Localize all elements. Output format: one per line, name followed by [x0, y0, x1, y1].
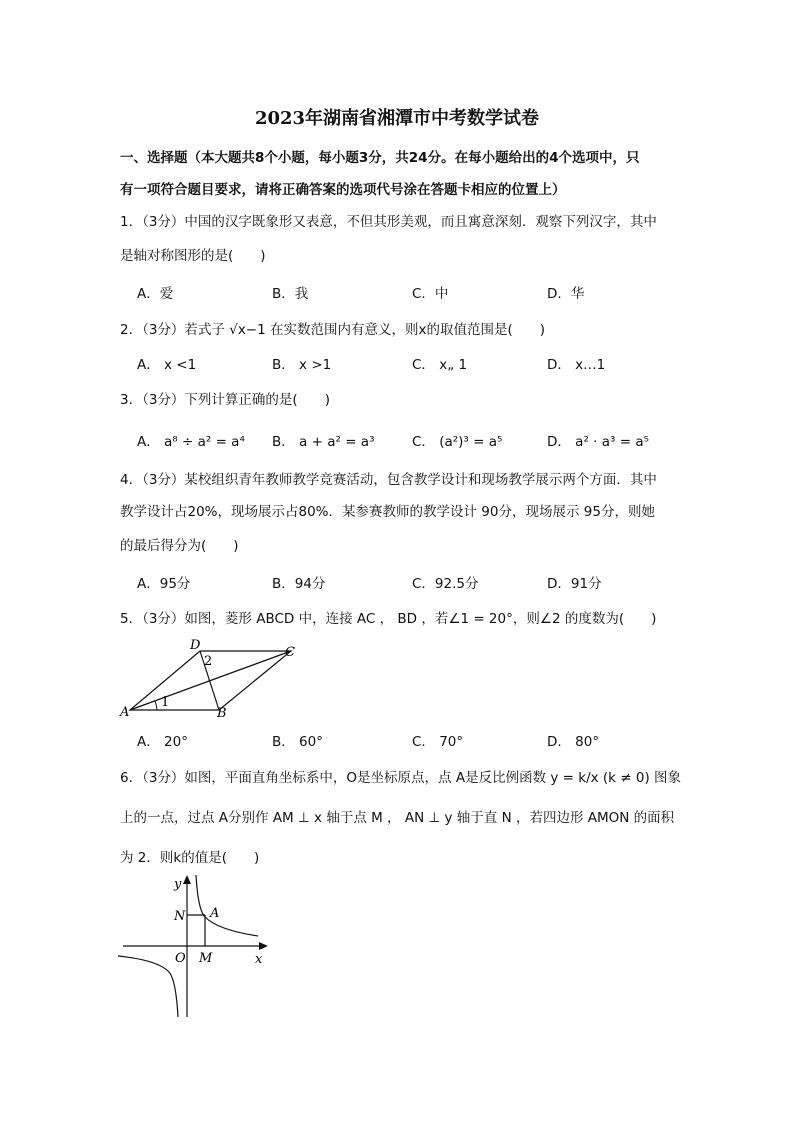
- question-1-text: 1．（3分）中国的汉字既象形又表意，不但其形美观，而且寓意深刻．观察下列汉字，其中: [120, 214, 657, 230]
- hyperbola-branch-lower: [118, 956, 178, 1017]
- exam-title: 2023年湖南省湘潭市中考数学试卷: [254, 108, 540, 129]
- question-2-text: 2．（3分）若式子 √x−1 在实数范围内有意义，则x的取值范围是( ): [120, 322, 546, 338]
- q5-option-c: C． 70°: [412, 734, 464, 750]
- angle-1-label: 1: [161, 695, 170, 710]
- y-axis-arrow: [183, 875, 191, 884]
- vertex-d-label: D: [190, 638, 201, 653]
- angle-2-label: 2: [204, 654, 213, 669]
- q3-option-a: A． a⁸ ÷ a² = a⁴: [137, 434, 245, 450]
- q2-option-d: D． x…1: [547, 357, 606, 373]
- q3-option-b: B． a + a² = a³: [272, 434, 375, 450]
- hyperbola-figure: [118, 872, 278, 1022]
- q1-option-b: B．我: [272, 286, 309, 302]
- q2-option-c: C． x„ 1: [412, 357, 468, 373]
- question-1-text-cont: 是轴对称图形的是( ): [120, 248, 266, 264]
- origin-label: O: [175, 951, 186, 966]
- question-5-text: 5．（3分）如图，菱形 ABCD 中，连接 AC ， BD ，若∠1 = 20°，则∠2 的度数为( ): [120, 611, 657, 627]
- x-axis-arrow: [259, 942, 268, 950]
- section-instructions-line2: 有一项符合题目要求，请将正确答案的选项代号涂在答题卡相应的位置上）: [120, 182, 566, 198]
- q4-option-d: D．91分: [547, 576, 602, 592]
- question-6-text-cont2: 为 2．则k的值是( ): [120, 850, 260, 866]
- rhombus-figure: [115, 636, 305, 721]
- question-4-text-cont2: 的最后得分为( ): [120, 538, 239, 554]
- q4-option-a: A．95分: [137, 576, 191, 592]
- q4-option-b: B．94分: [272, 576, 326, 592]
- vertex-b-label: B: [217, 706, 227, 721]
- question-6-text: 6．（3分）如图，平面直角坐标系中，O是坐标原点，点 A是反比例函数 y = k/x (k ≠ 0) 图象: [120, 770, 682, 786]
- q2-option-a: A． x <1: [137, 357, 197, 373]
- question-3-text: 3．（3分）下列计算正确的是( ): [120, 392, 330, 408]
- point-a-label: A: [210, 906, 220, 921]
- q3-option-c: C． (a²)³ = a⁵: [412, 434, 503, 450]
- point-m-label: M: [199, 951, 213, 966]
- q1-option-c: C．中: [412, 286, 449, 302]
- q5-option-b: B． 60°: [272, 734, 323, 750]
- q2-option-b: B． x >1: [272, 357, 332, 373]
- q4-option-c: C．92.5分: [412, 576, 479, 592]
- question-4-text-cont1: 教学设计占20%，现场展示占80%．某参赛教师的教学设计 90分，现场展示 95分，则她: [120, 504, 655, 520]
- vertex-c-label: C: [285, 645, 295, 660]
- q1-option-d: D．华: [547, 286, 585, 302]
- angle-1-arc: [155, 701, 157, 710]
- point-n-label: N: [174, 909, 186, 924]
- q5-option-a: A． 20°: [137, 734, 188, 750]
- q3-option-d: D． a² · a³ = a⁵: [547, 434, 650, 450]
- y-axis-label: y: [174, 877, 182, 892]
- q5-option-d: D． 80°: [547, 734, 600, 750]
- section-instructions-line1: 一、选择题（本大题共8个小题，每小题3分，共24分。在每小题给出的4个选项中，只: [120, 150, 640, 166]
- x-axis-label: x: [255, 952, 263, 967]
- question-6-text-cont1: 上的一点，过点 A分别作 AM ⊥ x 轴于点 M ， AN ⊥ y 轴于直 N ，若四边形 AMON 的面积: [120, 810, 675, 826]
- vertex-a-label: A: [120, 705, 130, 720]
- q1-option-a: A．爱: [137, 286, 174, 302]
- question-4-text: 4．（3分）某校组织青年教师教学竞赛活动，包含教学设计和现场教学展示两个方面．其中: [120, 472, 657, 488]
